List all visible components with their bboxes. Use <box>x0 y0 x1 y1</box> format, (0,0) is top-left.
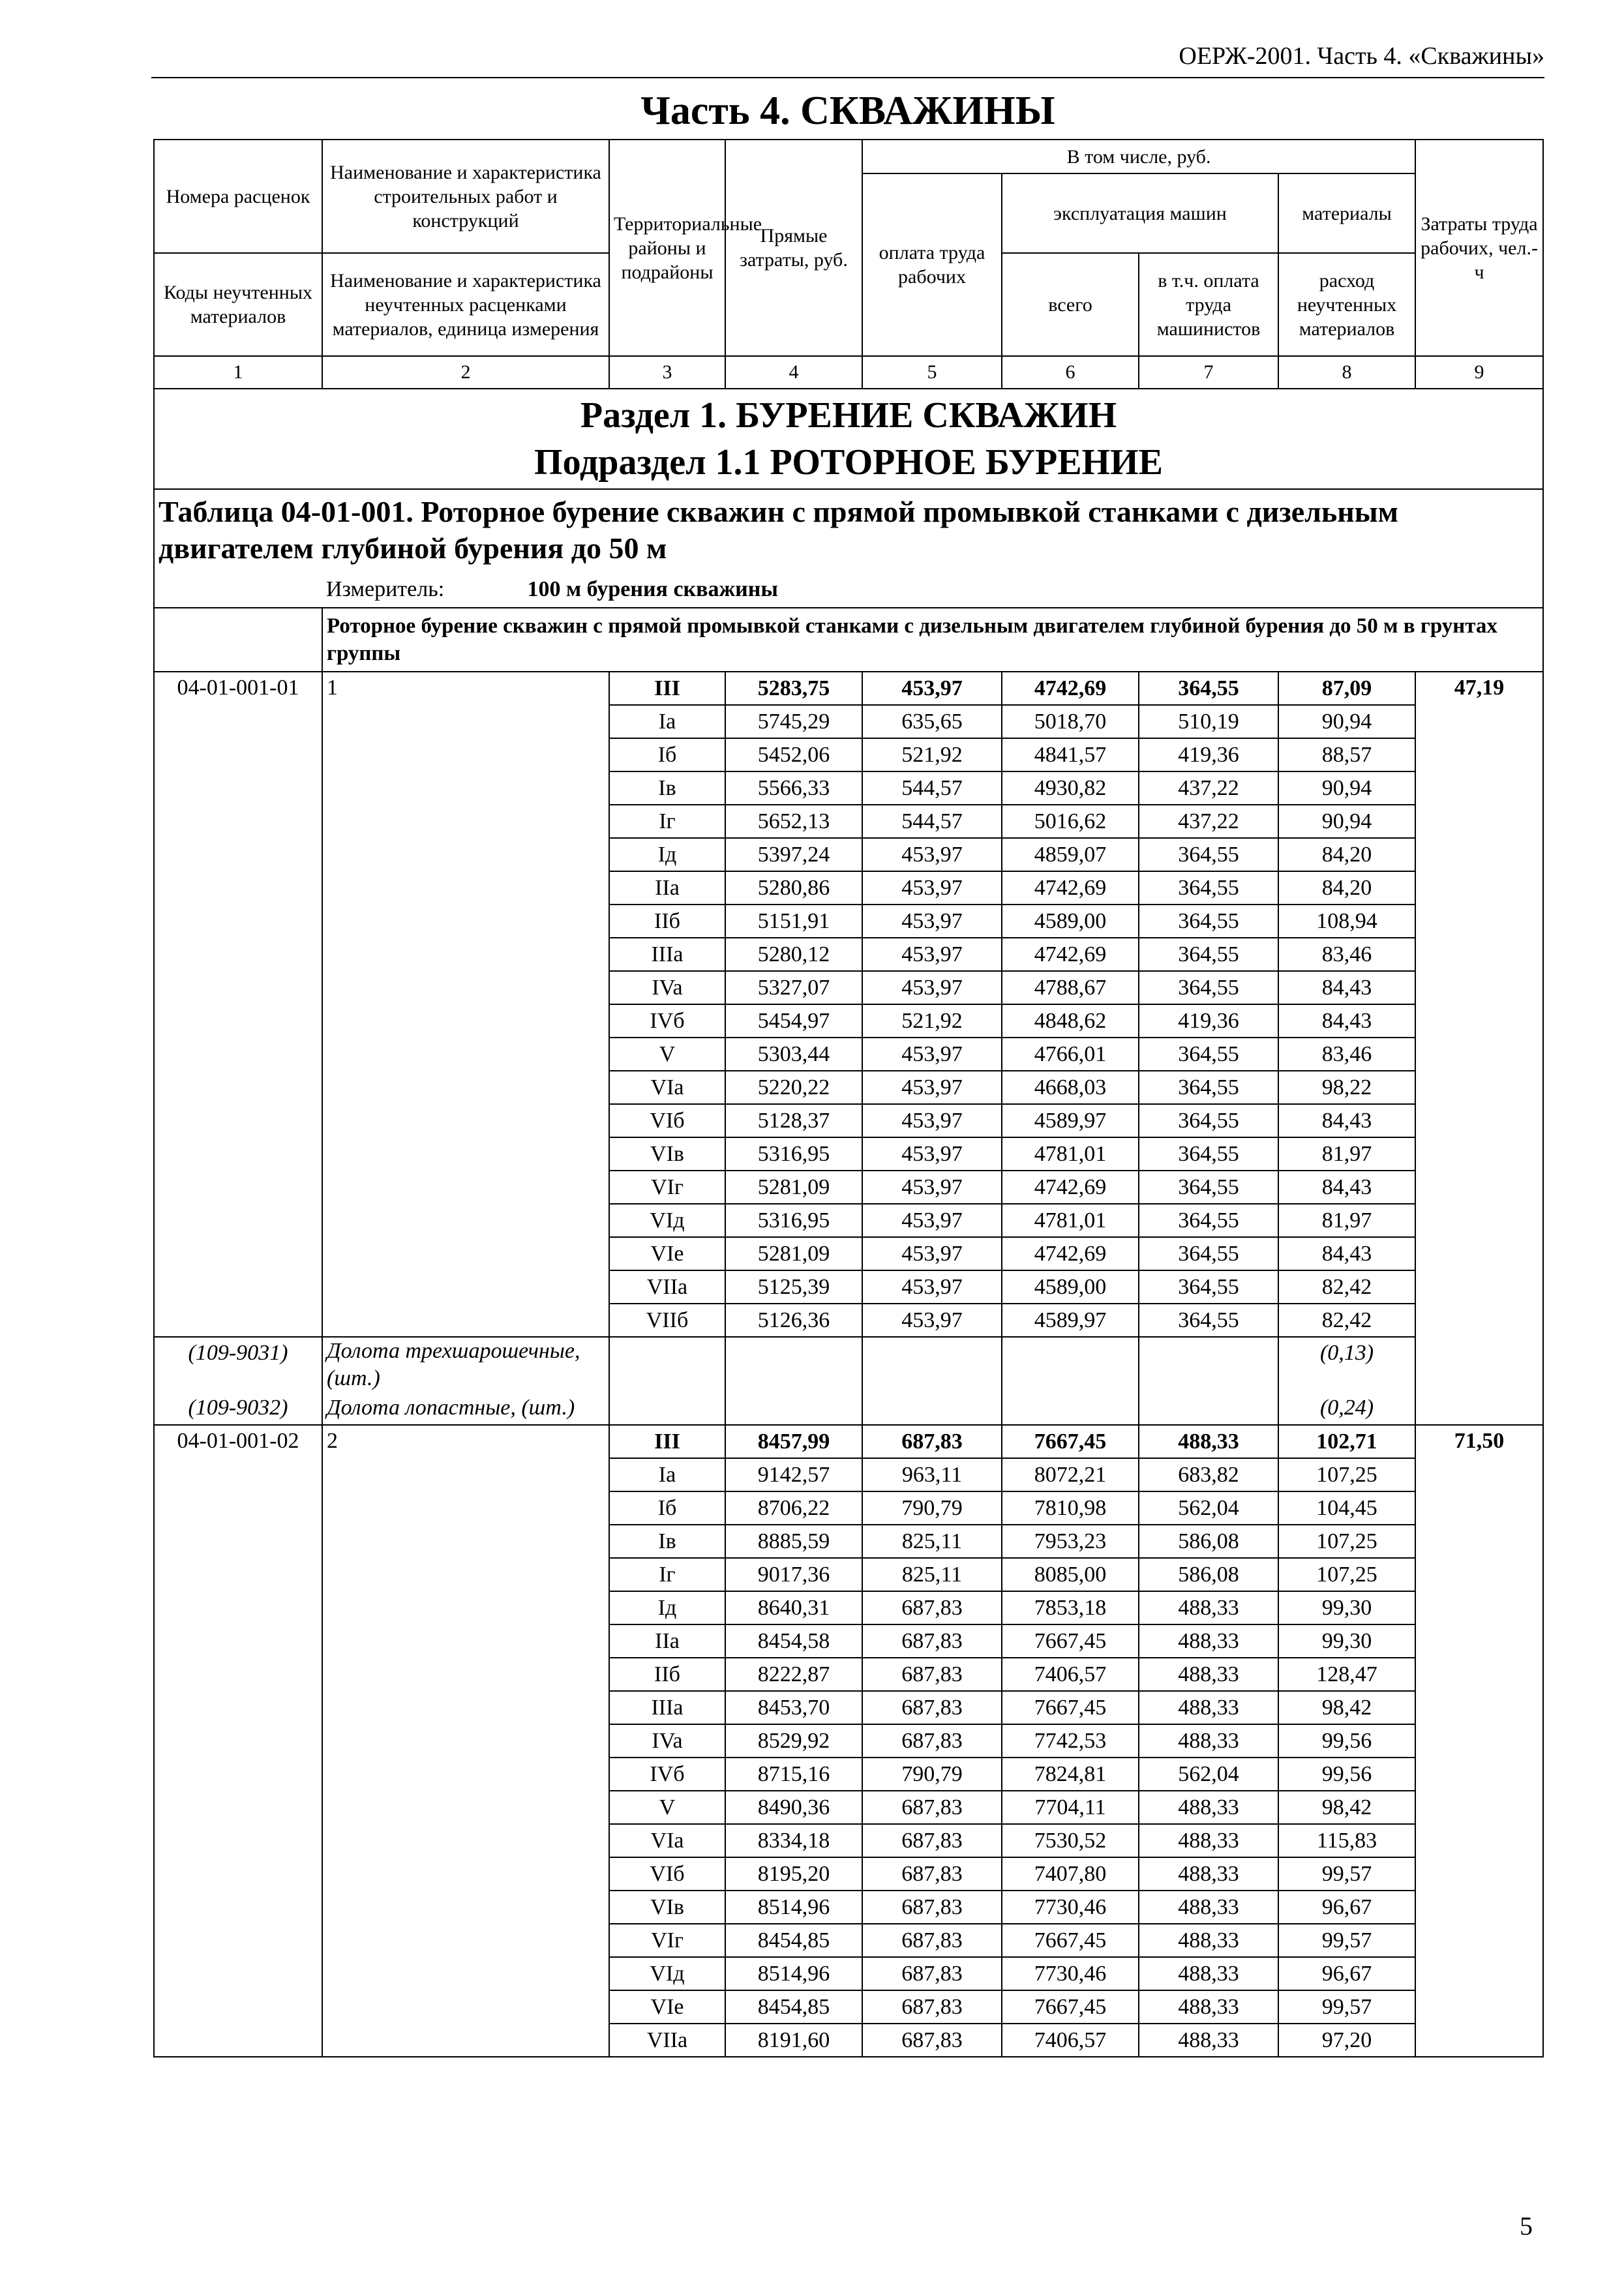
machinist-pay-cell: 488,33 <box>1139 1824 1278 1857</box>
worker-pay-cell: 453,97 <box>862 1171 1002 1204</box>
machines-total-cell: 7730,46 <box>1002 1957 1139 1990</box>
machines-total-cell: 7667,45 <box>1002 1990 1139 2024</box>
machines-total-cell: 4781,01 <box>1002 1137 1139 1171</box>
region-cell: IIa <box>609 871 725 905</box>
region-cell: VIIa <box>609 2024 725 2057</box>
machinist-pay-cell: 419,36 <box>1139 738 1278 771</box>
region-cell: IIIa <box>609 1691 725 1724</box>
region-cell: IIa <box>609 1624 725 1658</box>
region-cell: VIIб <box>609 1304 725 1337</box>
materials-cell: 84,20 <box>1278 838 1415 871</box>
section-heading <box>154 389 1543 489</box>
machines-total-cell: 4742,69 <box>1002 672 1139 705</box>
worker-pay-cell: 453,97 <box>862 1270 1002 1304</box>
machinist-pay-cell: 510,19 <box>1139 705 1278 738</box>
part-title: Часть 4. СКВАЖИНЫ <box>640 89 1055 133</box>
region-cell: VIб <box>609 1857 725 1891</box>
header-rate-numbers: Номера расценок <box>154 140 322 253</box>
machines-total-cell: 4589,00 <box>1002 905 1139 938</box>
direct-costs-cell: 5566,33 <box>725 771 862 805</box>
machines-total-cell: 4742,69 <box>1002 1237 1139 1270</box>
empty-cell <box>1002 1392 1139 1425</box>
header-materials: материалы <box>1278 173 1415 253</box>
worker-pay-cell: 544,57 <box>862 805 1002 838</box>
materials-cell: 99,30 <box>1278 1624 1415 1658</box>
materials-cell: 84,43 <box>1278 1237 1415 1270</box>
worker-pay-cell: 687,83 <box>862 2024 1002 2057</box>
region-cell: Iд <box>609 1591 725 1624</box>
material-code: (109-9032) <box>154 1392 322 1425</box>
machines-total-cell: 4742,69 <box>1002 1171 1139 1204</box>
machines-total-cell: 5018,70 <box>1002 705 1139 738</box>
machinist-pay-cell: 364,55 <box>1139 1171 1278 1204</box>
machines-total-cell: 7742,53 <box>1002 1724 1139 1758</box>
rate-code: 04-01-001-02 <box>154 1425 322 2057</box>
header-machinist-pay: в т.ч. оплата труда машинистов <box>1139 253 1278 356</box>
materials-cell: 99,57 <box>1278 1924 1415 1957</box>
machinist-pay-cell: 488,33 <box>1139 1724 1278 1758</box>
region-cell: Iб <box>609 738 725 771</box>
region-cell: IIб <box>609 905 725 938</box>
direct-costs-cell: 5280,86 <box>725 871 862 905</box>
worker-pay-cell: 825,11 <box>862 1558 1002 1591</box>
region-cell: VIa <box>609 1071 725 1104</box>
machines-total-cell: 7406,57 <box>1002 1658 1139 1691</box>
materials-cell: 84,20 <box>1278 871 1415 905</box>
rates-table <box>153 139 1544 2057</box>
worker-pay-cell: 544,57 <box>862 771 1002 805</box>
direct-costs-cell: 8514,96 <box>725 1891 862 1924</box>
machines-total-cell: 4788,67 <box>1002 971 1139 1004</box>
header-territorial-regions: Территориальные районы и подрайоны <box>609 140 725 356</box>
region-cell: Iг <box>609 1558 725 1591</box>
region-cell: VIв <box>609 1891 725 1924</box>
table-row <box>154 672 1543 705</box>
worker-pay-cell: 453,97 <box>862 905 1002 938</box>
empty-cell <box>862 1392 1002 1425</box>
materials-cell: 82,42 <box>1278 1270 1415 1304</box>
machinist-pay-cell: 488,33 <box>1139 1691 1278 1724</box>
machinist-pay-cell: 488,33 <box>1139 2024 1278 2057</box>
machinist-pay-cell: 364,55 <box>1139 1237 1278 1270</box>
machines-total-cell: 4781,01 <box>1002 1204 1139 1237</box>
region-cell: VIa <box>609 1824 725 1857</box>
worker-pay-cell: 687,83 <box>862 1891 1002 1924</box>
materials-cell: 96,67 <box>1278 1891 1415 1924</box>
region-cell: Iв <box>609 1525 725 1558</box>
direct-costs-cell: 5316,95 <box>725 1137 862 1171</box>
header-including: В том числе, руб. <box>862 140 1415 173</box>
direct-costs-cell: 5125,39 <box>725 1270 862 1304</box>
materials-cell: 97,20 <box>1278 2024 1415 2057</box>
machines-total-cell: 4742,69 <box>1002 871 1139 905</box>
worker-pay-cell: 521,92 <box>862 1004 1002 1038</box>
direct-costs-cell: 8640,31 <box>725 1591 862 1624</box>
region-cell: VIг <box>609 1924 725 1957</box>
direct-costs-cell: 8334,18 <box>725 1824 862 1857</box>
material-name: Долота лопастные, (шт.) <box>322 1392 609 1425</box>
materials-cell: 99,56 <box>1278 1724 1415 1758</box>
table-subtitle: Роторное бурение скважин с прямой промывкой станками с дизельным двигателем глубиной бурения до 50 м в грунтах группы <box>322 608 1543 672</box>
machinist-pay-cell: 364,55 <box>1139 871 1278 905</box>
direct-costs-cell: 8195,20 <box>725 1857 862 1891</box>
machines-total-cell: 7824,81 <box>1002 1758 1139 1791</box>
machines-total-cell: 7407,80 <box>1002 1857 1139 1891</box>
materials-cell: 90,94 <box>1278 771 1415 805</box>
direct-costs-cell: 5280,12 <box>725 938 862 971</box>
worker-pay-cell: 687,83 <box>862 1924 1002 1957</box>
region-cell: IVб <box>609 1004 725 1038</box>
materials-cell: 107,25 <box>1278 1458 1415 1491</box>
empty-cell <box>609 1392 725 1425</box>
direct-costs-cell: 5283,75 <box>725 672 862 705</box>
region-cell: VIe <box>609 1237 725 1270</box>
machines-total-cell: 4930,82 <box>1002 771 1139 805</box>
material-name: Долота трехшарошечные, (шт.) <box>322 1337 609 1392</box>
header-work-name: Наименование и характеристика строительных работ и конструкций <box>322 140 609 253</box>
direct-costs-cell: 8453,70 <box>725 1691 862 1724</box>
table-title: Таблица 04-01-001. Роторное бурение скважин с прямой промывкой станками с дизельным двигателем глубиной бурения до 50 м <box>154 489 1543 571</box>
region-cell: Iв <box>609 771 725 805</box>
column-number: 1 <box>154 356 322 389</box>
machines-total-cell: 7667,45 <box>1002 1691 1139 1724</box>
region-cell: VIд <box>609 1204 725 1237</box>
machines-total-cell: 4589,97 <box>1002 1104 1139 1137</box>
machinist-pay-cell: 364,55 <box>1139 905 1278 938</box>
materials-cell: 104,45 <box>1278 1491 1415 1525</box>
machines-total-cell: 7667,45 <box>1002 1425 1139 1458</box>
worker-pay-cell: 790,79 <box>862 1758 1002 1791</box>
column-number: 5 <box>862 356 1002 389</box>
machinist-pay-cell: 364,55 <box>1139 938 1278 971</box>
region-cell: III <box>609 1425 725 1458</box>
direct-costs-cell: 5151,91 <box>725 905 862 938</box>
machinist-pay-cell: 364,55 <box>1139 1038 1278 1071</box>
region-cell: III <box>609 672 725 705</box>
worker-pay-cell: 825,11 <box>862 1525 1002 1558</box>
direct-costs-cell: 5454,97 <box>725 1004 862 1038</box>
column-number: 7 <box>1139 356 1278 389</box>
machinist-pay-cell: 364,55 <box>1139 1137 1278 1171</box>
region-cell: VIб <box>609 1104 725 1137</box>
materials-cell: 98,42 <box>1278 1791 1415 1824</box>
header-labor-costs: Затраты труда рабочих, чел.-ч <box>1415 140 1543 356</box>
machinist-pay-cell: 488,33 <box>1139 1425 1278 1458</box>
machinist-pay-cell: 364,55 <box>1139 1204 1278 1237</box>
rate-name: 2 <box>322 1425 609 2057</box>
header-machine-operation: эксплуатация машин <box>1002 173 1278 253</box>
materials-cell: 108,94 <box>1278 905 1415 938</box>
machinist-pay-cell: 364,55 <box>1139 971 1278 1004</box>
machinist-pay-cell: 488,33 <box>1139 1990 1278 2024</box>
subsection-title: Подраздел 1.1 РОТОРНОЕ БУРЕНИЕ <box>534 442 1164 483</box>
empty-cell <box>1139 1337 1278 1392</box>
materials-cell: 99,57 <box>1278 1857 1415 1891</box>
header-material-consumption: расход неучтенных материалов <box>1278 253 1415 356</box>
region-cell: VIe <box>609 1990 725 2024</box>
materials-cell: 90,94 <box>1278 705 1415 738</box>
machines-total-cell: 7667,45 <box>1002 1924 1139 1957</box>
measure-value: 100 м бурения скважины <box>527 576 778 601</box>
worker-pay-cell: 687,83 <box>862 1957 1002 1990</box>
running-head: ОЕРЖ-2001. Часть 4. «Скважины» <box>151 40 1544 78</box>
region-cell: VIг <box>609 1171 725 1204</box>
direct-costs-cell: 8885,59 <box>725 1525 862 1558</box>
machines-total-cell: 7667,45 <box>1002 1624 1139 1658</box>
empty-cell <box>1002 1337 1139 1392</box>
machinist-pay-cell: 562,04 <box>1139 1491 1278 1525</box>
page-number: 5 <box>1520 2211 1533 2241</box>
labor-costs-cell: 71,50 <box>1415 1425 1543 2057</box>
machines-total-cell: 8085,00 <box>1002 1558 1139 1591</box>
machinist-pay-cell: 488,33 <box>1139 1891 1278 1924</box>
header-worker-pay: оплата труда рабочих <box>862 173 1002 356</box>
region-cell: IVa <box>609 1724 725 1758</box>
region-cell: IIIa <box>609 938 725 971</box>
materials-cell: 84,43 <box>1278 1004 1415 1038</box>
worker-pay-cell: 453,97 <box>862 838 1002 871</box>
machinist-pay-cell: 586,08 <box>1139 1558 1278 1591</box>
machines-total-cell: 4589,97 <box>1002 1304 1139 1337</box>
materials-cell: 83,46 <box>1278 1038 1415 1071</box>
worker-pay-cell: 687,83 <box>862 1658 1002 1691</box>
region-cell: VIв <box>609 1137 725 1171</box>
worker-pay-cell: 687,83 <box>862 1724 1002 1758</box>
machines-total-cell: 7810,98 <box>1002 1491 1139 1525</box>
machines-total-cell: 7853,18 <box>1002 1591 1139 1624</box>
direct-costs-cell: 9017,36 <box>725 1558 862 1591</box>
region-cell: V <box>609 1791 725 1824</box>
machinist-pay-cell: 562,04 <box>1139 1758 1278 1791</box>
machinist-pay-cell: 586,08 <box>1139 1525 1278 1558</box>
worker-pay-cell: 453,97 <box>862 672 1002 705</box>
region-cell: VIд <box>609 1957 725 1990</box>
region-cell: VIIa <box>609 1270 725 1304</box>
worker-pay-cell: 453,97 <box>862 1071 1002 1104</box>
materials-cell: 81,97 <box>1278 1137 1415 1171</box>
materials-cell: 98,42 <box>1278 1691 1415 1724</box>
materials-cell: 84,43 <box>1278 971 1415 1004</box>
header-machines-total: всего <box>1002 253 1139 356</box>
worker-pay-cell: 453,97 <box>862 938 1002 971</box>
materials-cell: 99,56 <box>1278 1758 1415 1791</box>
empty-cell <box>725 1392 862 1425</box>
direct-costs-cell: 5452,06 <box>725 738 862 771</box>
region-cell: Ia <box>609 1458 725 1491</box>
direct-costs-cell: 9142,57 <box>725 1458 862 1491</box>
worker-pay-cell: 453,97 <box>862 1237 1002 1270</box>
empty-cell <box>609 1337 725 1392</box>
machinist-pay-cell: 488,33 <box>1139 1624 1278 1658</box>
machines-total-cell: 4589,00 <box>1002 1270 1139 1304</box>
machines-total-cell: 4841,57 <box>1002 738 1139 771</box>
direct-costs-cell: 8191,60 <box>725 2024 862 2057</box>
materials-cell: 81,97 <box>1278 1204 1415 1237</box>
materials-cell: 99,30 <box>1278 1591 1415 1624</box>
worker-pay-cell: 687,83 <box>862 1824 1002 1857</box>
region-cell: Iб <box>609 1491 725 1525</box>
material-code: (109-9031) <box>154 1337 322 1392</box>
worker-pay-cell: 687,83 <box>862 1857 1002 1891</box>
machinist-pay-cell: 364,55 <box>1139 1270 1278 1304</box>
table-row <box>154 1425 1543 1458</box>
region-cell: IIб <box>609 1658 725 1691</box>
direct-costs-cell: 8454,85 <box>725 1924 862 1957</box>
materials-cell: 98,22 <box>1278 1071 1415 1104</box>
direct-costs-cell: 5327,07 <box>725 971 862 1004</box>
machines-total-cell: 4859,07 <box>1002 838 1139 871</box>
labor-costs-cell: 47,19 <box>1415 672 1543 1425</box>
region-cell: IVa <box>609 971 725 1004</box>
region-cell: Iд <box>609 838 725 871</box>
machinist-pay-cell: 683,82 <box>1139 1458 1278 1491</box>
direct-costs-cell: 5397,24 <box>725 838 862 871</box>
section-title: Раздел 1. БУРЕНИЕ СКВАЖИН <box>580 395 1117 436</box>
region-cell: Ia <box>609 705 725 738</box>
machinist-pay-cell: 419,36 <box>1139 1004 1278 1038</box>
column-number: 8 <box>1278 356 1415 389</box>
direct-costs-cell: 5126,36 <box>725 1304 862 1337</box>
direct-costs-cell: 8715,16 <box>725 1758 862 1791</box>
worker-pay-cell: 687,83 <box>862 1425 1002 1458</box>
machines-total-cell: 8072,21 <box>1002 1458 1139 1491</box>
direct-costs-cell: 8529,92 <box>725 1724 862 1758</box>
materials-cell: 82,42 <box>1278 1304 1415 1337</box>
materials-cell: 115,83 <box>1278 1824 1415 1857</box>
material-row <box>154 1392 1543 1425</box>
machinist-pay-cell: 364,55 <box>1139 1304 1278 1337</box>
machinist-pay-cell: 364,55 <box>1139 1104 1278 1137</box>
machinist-pay-cell: 364,55 <box>1139 838 1278 871</box>
direct-costs-cell: 5745,29 <box>725 705 862 738</box>
machines-total-cell: 7530,52 <box>1002 1824 1139 1857</box>
worker-pay-cell: 687,83 <box>862 1791 1002 1824</box>
worker-pay-cell: 687,83 <box>862 1990 1002 2024</box>
machines-total-cell: 7704,11 <box>1002 1791 1139 1824</box>
worker-pay-cell: 453,97 <box>862 1104 1002 1137</box>
rate-name: 1 <box>322 672 609 1337</box>
empty-cell <box>725 1337 862 1392</box>
materials-cell: 128,47 <box>1278 1658 1415 1691</box>
direct-costs-cell: 8454,58 <box>725 1624 862 1658</box>
worker-pay-cell: 453,97 <box>862 1204 1002 1237</box>
machinist-pay-cell: 364,55 <box>1139 672 1278 705</box>
measure-row <box>322 571 1543 608</box>
material-quantity: (0,13) <box>1278 1337 1415 1392</box>
region-cell: Iг <box>609 805 725 838</box>
machinist-pay-cell: 488,33 <box>1139 1857 1278 1891</box>
header-material-names: Наименование и характеристика неучтенных расценками материалов, единица измерения <box>322 253 609 356</box>
machinist-pay-cell: 437,22 <box>1139 805 1278 838</box>
worker-pay-cell: 635,65 <box>862 705 1002 738</box>
direct-costs-cell: 5128,37 <box>725 1104 862 1137</box>
machinist-pay-cell: 488,33 <box>1139 1658 1278 1691</box>
header-material-codes: Коды неучтенных материалов <box>154 253 322 356</box>
direct-costs-cell: 5281,09 <box>725 1171 862 1204</box>
direct-costs-cell: 5316,95 <box>725 1204 862 1237</box>
materials-cell: 87,09 <box>1278 672 1415 705</box>
direct-costs-cell: 5652,13 <box>725 805 862 838</box>
region-cell: V <box>609 1038 725 1071</box>
materials-cell: 88,57 <box>1278 738 1415 771</box>
material-row <box>154 1337 1543 1392</box>
materials-cell: 90,94 <box>1278 805 1415 838</box>
machines-total-cell: 7730,46 <box>1002 1891 1139 1924</box>
machinist-pay-cell: 437,22 <box>1139 771 1278 805</box>
worker-pay-cell: 687,83 <box>862 1591 1002 1624</box>
materials-cell: 96,67 <box>1278 1957 1415 1990</box>
machinist-pay-cell: 488,33 <box>1139 1924 1278 1957</box>
materials-cell: 107,25 <box>1278 1525 1415 1558</box>
worker-pay-cell: 963,11 <box>862 1458 1002 1491</box>
machines-total-cell: 4668,03 <box>1002 1071 1139 1104</box>
column-number: 4 <box>725 356 862 389</box>
direct-costs-cell: 8454,85 <box>725 1990 862 2024</box>
materials-cell: 99,57 <box>1278 1990 1415 2024</box>
direct-costs-cell: 8222,87 <box>725 1658 862 1691</box>
materials-cell: 83,46 <box>1278 938 1415 971</box>
worker-pay-cell: 453,97 <box>862 1304 1002 1337</box>
worker-pay-cell: 453,97 <box>862 971 1002 1004</box>
machinist-pay-cell: 488,33 <box>1139 1957 1278 1990</box>
header-direct-costs: Прямые затраты, руб. <box>725 140 862 356</box>
column-number: 6 <box>1002 356 1139 389</box>
worker-pay-cell: 453,97 <box>862 1038 1002 1071</box>
machinist-pay-cell: 364,55 <box>1139 1071 1278 1104</box>
machines-total-cell: 7406,57 <box>1002 2024 1139 2057</box>
materials-cell: 84,43 <box>1278 1104 1415 1137</box>
materials-cell: 102,71 <box>1278 1425 1415 1458</box>
worker-pay-cell: 453,97 <box>862 871 1002 905</box>
direct-costs-cell: 5220,22 <box>725 1071 862 1104</box>
material-quantity: (0,24) <box>1278 1392 1415 1425</box>
column-number: 2 <box>322 356 609 389</box>
direct-costs-cell: 5281,09 <box>725 1237 862 1270</box>
worker-pay-cell: 687,83 <box>862 1691 1002 1724</box>
region-cell: IVб <box>609 1758 725 1791</box>
direct-costs-cell: 8457,99 <box>725 1425 862 1458</box>
machines-total-cell: 4766,01 <box>1002 1038 1139 1071</box>
direct-costs-cell: 8706,22 <box>725 1491 862 1525</box>
measure-label: Измеритель: <box>326 576 445 601</box>
empty-cell <box>862 1337 1002 1392</box>
machines-total-cell: 4742,69 <box>1002 938 1139 971</box>
direct-costs-cell: 8514,96 <box>725 1957 862 1990</box>
worker-pay-cell: 453,97 <box>862 1137 1002 1171</box>
materials-cell: 107,25 <box>1278 1558 1415 1591</box>
column-number: 3 <box>609 356 725 389</box>
machines-total-cell: 4848,62 <box>1002 1004 1139 1038</box>
materials-cell: 84,43 <box>1278 1171 1415 1204</box>
direct-costs-cell: 5303,44 <box>725 1038 862 1071</box>
worker-pay-cell: 687,83 <box>862 1624 1002 1658</box>
worker-pay-cell: 790,79 <box>862 1491 1002 1525</box>
direct-costs-cell: 8490,36 <box>725 1791 862 1824</box>
empty-cell <box>1139 1392 1278 1425</box>
machinist-pay-cell: 488,33 <box>1139 1591 1278 1624</box>
rate-code: 04-01-001-01 <box>154 672 322 1337</box>
machines-total-cell: 5016,62 <box>1002 805 1139 838</box>
column-number: 9 <box>1415 356 1543 389</box>
machines-total-cell: 7953,23 <box>1002 1525 1139 1558</box>
worker-pay-cell: 521,92 <box>862 738 1002 771</box>
machinist-pay-cell: 488,33 <box>1139 1791 1278 1824</box>
